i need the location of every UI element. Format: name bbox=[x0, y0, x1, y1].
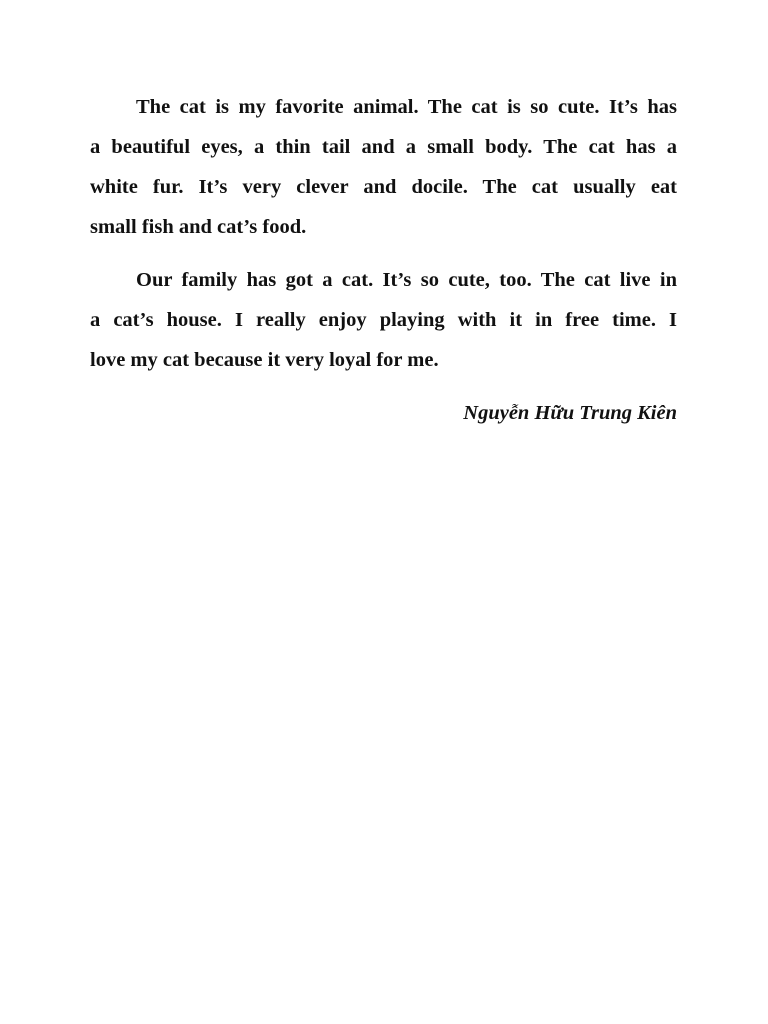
document-page bbox=[90, 87, 677, 433]
text-line: love my cat because it very loyal for me. bbox=[90, 349, 439, 371]
text-line: a cat’s house. I really enjoy playing with it in free time. I bbox=[90, 309, 677, 331]
text-line: a beautiful eyes, a thin tail and a small body. The cat has a bbox=[90, 136, 677, 158]
paragraph-1 bbox=[90, 87, 677, 247]
paragraph-2 bbox=[90, 260, 677, 380]
text-line: white fur. It’s very clever and docile. The cat usually eat bbox=[90, 176, 677, 198]
text-line: small fish and cat’s food. bbox=[90, 216, 307, 238]
author-signature: Nguyễn Hữu Trung Kiên bbox=[463, 402, 677, 424]
text-line: The cat is my favorite animal. The cat is so cute. It’s has bbox=[136, 96, 677, 118]
text-line: Our family has got a cat. It’s so cute, too. The cat live in bbox=[136, 269, 677, 291]
